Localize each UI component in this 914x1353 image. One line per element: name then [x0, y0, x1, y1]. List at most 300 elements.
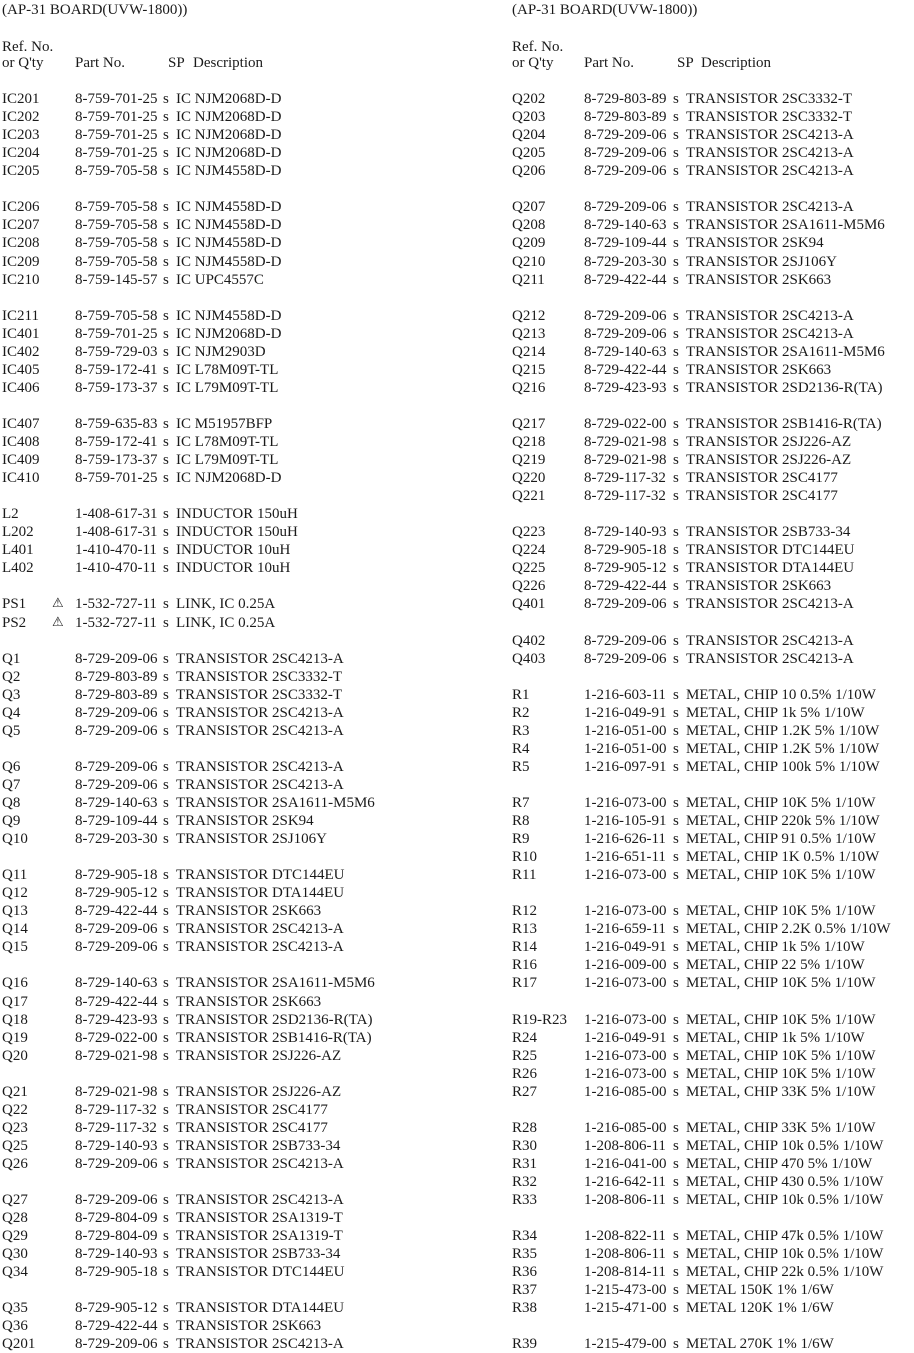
part-description: TRANSISTOR 2SK663	[686, 578, 832, 595]
sp-code: s	[673, 542, 679, 559]
part-number: 8-729-422-44	[75, 993, 158, 1010]
part-description: TRANSISTOR 2SA1611-M5M6	[176, 975, 375, 992]
column-header	[512, 38, 914, 74]
part-description: METAL, CHIP 10k 0.5% 1/10W	[686, 1137, 884, 1154]
ref-number: IC406	[2, 379, 40, 396]
ref-number: Q214	[512, 343, 546, 360]
part-number: 1-532-727-11	[75, 614, 157, 631]
part-description: IC NJM4558D-D	[176, 307, 282, 324]
sp-code: s	[163, 758, 169, 775]
part-description: IC NJM2068D-D	[176, 127, 282, 144]
sp-code: s	[673, 415, 679, 432]
part-description: TRANSISTOR 2SK663	[686, 271, 832, 288]
part-number: 8-729-803-89	[584, 91, 667, 107]
ref-number: R9	[512, 831, 530, 847]
part-number: 1-408-617-31	[75, 506, 158, 523]
ref-number: R2	[512, 704, 530, 721]
ref-number: L202	[2, 524, 34, 541]
part-description: METAL, CHIP 91 0.5% 1/10W	[686, 831, 876, 847]
part-number: 1-216-049-91	[584, 939, 667, 956]
ref-number: Q401	[512, 596, 546, 613]
part-description: TRANSISTOR 2SB1416-R(TA)	[176, 1029, 372, 1046]
ref-number: IC206	[2, 199, 40, 216]
part-description: METAL, CHIP 10K 5% 1/10W	[686, 903, 876, 920]
part-description: TRANSISTOR 2SC4213-A	[176, 939, 344, 956]
part-number: 8-729-140-63	[584, 343, 667, 360]
part-number: 1-215-479-00	[584, 1336, 667, 1353]
sp-code: s	[673, 939, 679, 956]
part-description: IC NJM4558D-D	[176, 163, 282, 180]
sp-code: s	[163, 1119, 169, 1136]
part-description: METAL, CHIP 10 0.5% 1/10W	[686, 686, 876, 703]
sp-code: s	[673, 524, 679, 541]
sp-code: s	[163, 993, 169, 1010]
ref-number: R10	[512, 849, 538, 866]
part-description: TRANSISTOR 2SJ226-AZ	[686, 452, 852, 468]
ref-number: Q36	[2, 1318, 28, 1335]
ref-number: Q23	[2, 1119, 28, 1136]
ref-number: R8	[512, 813, 530, 829]
ref-number: Q13	[2, 903, 28, 920]
part-description: TRANSISTOR DTC144EU	[176, 867, 345, 884]
part-number: 8-729-422-44	[75, 1318, 158, 1335]
part-description: METAL, CHIP 1k 5% 1/10W	[686, 704, 865, 721]
part-number: 8-729-209-06	[584, 127, 667, 144]
part-number: 8-729-905-18	[75, 867, 158, 884]
sp-code: s	[163, 524, 169, 541]
ref-number: Q205	[512, 145, 546, 162]
part-description: IC NJM4558D-D	[176, 199, 282, 216]
part-description: TRANSISTOR 2SC4213-A	[686, 596, 854, 613]
sp-code: s	[673, 379, 679, 396]
ref-number: R39	[512, 1336, 538, 1353]
ref-number: Q1	[2, 650, 21, 667]
sp-code: s	[673, 831, 679, 847]
sp-code: s	[163, 560, 169, 577]
part-number: 8-729-140-63	[75, 975, 158, 992]
part-number: 1-216-626-11	[584, 831, 666, 847]
header-qty: or Q'ty	[2, 55, 44, 71]
part-number: 8-729-905-18	[584, 542, 667, 559]
part-description: TRANSISTOR 2SB1416-R(TA)	[686, 415, 882, 432]
part-description: TRANSISTOR 2SC4213-A	[176, 650, 344, 667]
sp-code: s	[163, 686, 169, 703]
part-description: METAL, CHIP 10K 5% 1/10W	[686, 867, 876, 884]
part-number: 8-759-701-25	[75, 145, 158, 162]
sp-code: s	[673, 307, 679, 324]
ref-number: R35	[512, 1246, 538, 1263]
ref-number: Q34	[2, 1264, 28, 1281]
sp-code: s	[163, 1101, 169, 1118]
ref-number: R26	[512, 1065, 538, 1082]
sp-code: s	[673, 903, 679, 920]
board-title: (AP-31 BOARD(UVW-1800))	[512, 2, 698, 18]
ref-number: IC402	[2, 343, 40, 360]
ref-number: R5	[512, 758, 530, 775]
part-number: 1-215-471-00	[584, 1300, 667, 1317]
part-number: 8-729-209-06	[584, 596, 667, 613]
sp-code: s	[673, 1336, 679, 1353]
sp-code: s	[673, 361, 679, 378]
ref-number: R19-R23	[512, 1011, 568, 1028]
part-number: 8-729-117-32	[584, 488, 666, 505]
part-number: 1-208-822-11	[584, 1228, 666, 1245]
part-number: 8-759-173-37	[75, 452, 158, 468]
sp-code: s	[163, 668, 169, 685]
part-number: 1-216-049-91	[584, 704, 667, 721]
ref-number: R30	[512, 1137, 538, 1154]
ref-number: IC408	[2, 434, 40, 450]
part-number: 8-729-109-44	[75, 813, 158, 829]
sp-code: s	[163, 434, 169, 450]
sp-code: s	[673, 1011, 679, 1028]
part-number: 8-729-905-18	[75, 1264, 158, 1281]
part-description: INDUCTOR 10uH	[176, 560, 291, 577]
sp-code: s	[163, 885, 169, 902]
part-number: 1-208-814-11	[584, 1264, 666, 1281]
sp-code: s	[163, 506, 169, 523]
ref-number: R25	[512, 1047, 538, 1064]
sp-code: s	[673, 686, 679, 703]
part-description: TRANSISTOR 2SA1319-T	[176, 1228, 343, 1245]
header-sp: SP	[168, 55, 185, 71]
ref-number: Q4	[2, 704, 21, 721]
sp-code: s	[163, 813, 169, 829]
ref-number: Q18	[2, 1011, 28, 1028]
ref-number: Q209	[512, 235, 546, 252]
part-description: METAL, CHIP 1K 0.5% 1/10W	[686, 849, 880, 866]
ref-number: Q9	[2, 813, 21, 829]
part-description: METAL, CHIP 10k 0.5% 1/10W	[686, 1246, 884, 1263]
sp-code: s	[673, 253, 679, 270]
part-number: 8-729-117-32	[584, 470, 666, 487]
part-description: TRANSISTOR 2SC4213-A	[686, 199, 854, 216]
part-description: METAL, CHIP 10K 5% 1/10W	[686, 1047, 876, 1064]
part-number: 8-729-423-93	[584, 379, 667, 396]
ref-number: Q30	[2, 1246, 28, 1263]
part-number: 8-729-021-98	[584, 434, 667, 450]
part-description: TRANSISTOR 2SK94	[176, 813, 314, 829]
sp-code: s	[163, 307, 169, 324]
ref-number: L402	[2, 560, 34, 577]
part-description: LINK, IC 0.25A	[176, 596, 276, 613]
ref-number: L2	[2, 506, 19, 523]
sp-code: s	[673, 325, 679, 342]
part-number: 1-208-806-11	[584, 1137, 666, 1154]
ref-number: R16	[512, 957, 538, 974]
ref-number: IC410	[2, 470, 40, 487]
sp-code: s	[673, 217, 679, 234]
ref-number: Q27	[2, 1192, 28, 1208]
part-description: METAL, CHIP 2.2K 0.5% 1/10W	[686, 921, 891, 938]
part-number: 8-759-701-25	[75, 325, 158, 342]
part-number: 1-216-051-00	[584, 722, 667, 739]
ref-number: R14	[512, 939, 538, 956]
column-header	[2, 38, 422, 74]
part-description: TRANSISTOR 2SD2136-R(TA)	[176, 1011, 373, 1028]
ref-number: Q28	[2, 1210, 28, 1227]
sp-code: s	[163, 1029, 169, 1046]
part-description: METAL, CHIP 10K 5% 1/10W	[686, 794, 876, 811]
part-number: 1-532-727-11	[75, 596, 157, 613]
part-description: IC NJM2068D-D	[176, 325, 282, 342]
part-number: 8-729-209-06	[584, 325, 667, 342]
part-description: TRANSISTOR 2SC4177	[686, 488, 838, 505]
header-part-no: Part No.	[75, 55, 125, 71]
ref-number: Q206	[512, 163, 546, 180]
ref-number: IC203	[2, 127, 40, 144]
sp-code: s	[163, 343, 169, 360]
part-description: METAL 270K 1% 1/6W	[686, 1336, 834, 1353]
ref-number: Q5	[2, 722, 21, 739]
sp-code: s	[673, 975, 679, 992]
ref-number: Q20	[2, 1047, 28, 1064]
part-number: 8-729-021-98	[75, 1047, 158, 1064]
ref-number: L401	[2, 542, 34, 559]
part-description: IC NJM2903D	[176, 343, 266, 360]
sp-code: s	[163, 91, 169, 107]
part-description: TRANSISTOR 2SC4213-A	[686, 307, 854, 324]
part-number: 8-729-203-30	[584, 253, 667, 270]
part-number: 8-729-422-44	[75, 903, 158, 920]
part-description: TRANSISTOR 2SC3332-T	[686, 91, 852, 107]
part-description: TRANSISTOR 2SJ106Y	[686, 253, 838, 270]
board-title: (AP-31 BOARD(UVW-1800))	[2, 2, 188, 18]
sp-code: s	[673, 127, 679, 144]
ref-number: Q221	[512, 488, 546, 505]
sp-code: s	[673, 271, 679, 288]
sp-code: s	[673, 650, 679, 667]
part-number: 8-759-705-58	[75, 217, 158, 234]
sp-code: s	[673, 722, 679, 739]
part-description: TRANSISTOR 2SC3332-T	[686, 109, 852, 126]
part-number: 8-729-209-06	[75, 758, 158, 775]
sp-code: s	[163, 1083, 169, 1100]
ref-number: Q220	[512, 470, 546, 487]
part-number: 8-729-140-93	[75, 1246, 158, 1263]
part-number: 1-216-073-00	[584, 975, 667, 992]
ref-number: Q35	[2, 1300, 28, 1317]
sp-code: s	[673, 813, 679, 829]
sp-code: s	[673, 1300, 679, 1317]
safety-warning-icon: ⚠	[52, 613, 64, 629]
part-description: TRANSISTOR DTA144EU	[686, 560, 855, 577]
ref-number: R7	[512, 794, 530, 811]
part-number: 8-759-173-37	[75, 379, 158, 396]
ref-number: R28	[512, 1119, 538, 1136]
ref-number: Q10	[2, 831, 28, 847]
part-description: TRANSISTOR 2SA1319-T	[176, 1210, 343, 1227]
sp-code: s	[673, 704, 679, 721]
ref-number: Q202	[512, 91, 546, 107]
part-number: 1-216-659-11	[584, 921, 666, 938]
part-number: 1-216-073-00	[584, 794, 667, 811]
ref-number: R32	[512, 1174, 538, 1190]
part-description: TRANSISTOR 2SC4213-A	[176, 704, 344, 721]
sp-code: s	[163, 325, 169, 342]
sp-code: s	[163, 253, 169, 270]
part-number: 8-729-140-63	[584, 217, 667, 234]
part-description: TRANSISTOR 2SC4213-A	[176, 1192, 344, 1208]
part-number: 8-729-209-06	[75, 704, 158, 721]
part-description: TRANSISTOR 2SC4177	[176, 1119, 328, 1136]
sp-code: s	[163, 235, 169, 252]
part-number: 1-216-642-11	[584, 1174, 666, 1190]
ref-number: Q29	[2, 1228, 28, 1245]
part-description: IC L78M09T-TL	[176, 434, 279, 450]
sp-code: s	[673, 1029, 679, 1046]
ref-number: R17	[512, 975, 538, 992]
sp-code: s	[163, 271, 169, 288]
sp-code: s	[163, 975, 169, 992]
ref-number: R3	[512, 722, 530, 739]
part-description: METAL, CHIP 1.2K 5% 1/10W	[686, 740, 880, 757]
header-qty: or Q'ty	[512, 55, 554, 71]
part-number: 8-759-701-25	[75, 127, 158, 144]
sp-code: s	[163, 109, 169, 126]
ref-number: Q226	[512, 578, 546, 595]
sp-code: s	[673, 1137, 679, 1154]
part-number: 8-759-705-58	[75, 235, 158, 252]
sp-code: s	[163, 1264, 169, 1281]
part-number: 8-729-209-06	[75, 1192, 158, 1208]
part-number: 8-729-804-09	[75, 1210, 158, 1227]
part-description: TRANSISTOR 2SC4213-A	[176, 1336, 344, 1353]
part-description: METAL, CHIP 430 0.5% 1/10W	[686, 1174, 884, 1190]
ref-number: IC201	[2, 91, 40, 107]
ref-number: Q12	[2, 885, 28, 902]
part-number: 1-215-473-00	[584, 1282, 667, 1299]
ref-number: IC208	[2, 235, 40, 252]
part-description: METAL, CHIP 100k 5% 1/10W	[686, 758, 880, 775]
sp-code: s	[673, 235, 679, 252]
part-number: 8-729-905-12	[75, 885, 158, 902]
ref-number: R37	[512, 1282, 538, 1299]
part-description: METAL, CHIP 22k 0.5% 1/10W	[686, 1264, 884, 1281]
sp-code: s	[163, 542, 169, 559]
sp-code: s	[163, 379, 169, 396]
ref-number: IC202	[2, 109, 40, 126]
part-number: 8-729-022-00	[584, 415, 667, 432]
sp-code: s	[673, 163, 679, 180]
part-description: TRANSISTOR 2SC4213-A	[686, 163, 854, 180]
sp-code: s	[163, 127, 169, 144]
part-number: 8-729-209-06	[75, 776, 158, 793]
ref-number: Q11	[2, 867, 28, 884]
sp-code: s	[163, 145, 169, 162]
ref-number: Q201	[2, 1336, 36, 1353]
sp-code: s	[673, 1047, 679, 1064]
ref-number: Q224	[512, 542, 546, 559]
sp-code: s	[673, 452, 679, 468]
sp-code: s	[163, 867, 169, 884]
ref-number: R11	[512, 867, 537, 884]
part-description: METAL, CHIP 1k 5% 1/10W	[686, 939, 865, 956]
sp-code: s	[163, 361, 169, 378]
ref-number: Q21	[2, 1083, 28, 1100]
sp-code: s	[163, 939, 169, 956]
part-description: TRANSISTOR DTA144EU	[176, 885, 345, 902]
part-number: 8-729-209-06	[584, 145, 667, 162]
part-number: 1-216-085-00	[584, 1083, 667, 1100]
part-number: 8-759-172-41	[75, 434, 158, 450]
part-number: 8-729-209-06	[75, 939, 158, 956]
sp-code: s	[673, 867, 679, 884]
ref-number: R33	[512, 1192, 538, 1208]
part-description: TRANSISTOR DTA144EU	[176, 1300, 345, 1317]
part-description: TRANSISTOR DTC144EU	[176, 1264, 345, 1281]
part-number: 8-729-803-89	[75, 668, 158, 685]
part-number: 8-759-729-03	[75, 343, 158, 360]
ref-number: R13	[512, 921, 538, 938]
part-description: TRANSISTOR 2SC4213-A	[176, 722, 344, 739]
part-description: METAL, CHIP 22 5% 1/10W	[686, 957, 865, 974]
sp-code: s	[163, 831, 169, 847]
part-number: 8-759-172-41	[75, 361, 158, 378]
header-ref-no: Ref. No.	[2, 39, 54, 55]
part-number: 8-729-209-06	[584, 307, 667, 324]
ref-number: IC401	[2, 325, 40, 342]
part-number: 1-216-041-00	[584, 1155, 667, 1172]
part-description: IC NJM4558D-D	[176, 253, 282, 270]
sp-code: s	[163, 1246, 169, 1263]
ref-number: Q207	[512, 199, 546, 216]
part-description: INDUCTOR 150uH	[176, 506, 298, 523]
part-number: 1-410-470-11	[75, 560, 157, 577]
part-description: IC NJM4558D-D	[176, 217, 282, 234]
sp-code: s	[163, 1137, 169, 1154]
part-number: 8-729-422-44	[584, 271, 667, 288]
part-description: METAL, CHIP 1k 5% 1/10W	[686, 1029, 865, 1046]
ref-number: R12	[512, 903, 538, 920]
ref-number: Q16	[2, 975, 28, 992]
part-number: 8-759-705-58	[75, 163, 158, 180]
part-number: 8-759-145-57	[75, 271, 158, 288]
sp-code: s	[163, 470, 169, 487]
part-description: TRANSISTOR 2SK663	[176, 903, 322, 920]
part-number: 8-729-209-06	[75, 1336, 158, 1353]
ref-number: Q17	[2, 993, 28, 1010]
sp-code: s	[163, 217, 169, 234]
ref-number: R36	[512, 1264, 538, 1281]
part-description: METAL, CHIP 10k 0.5% 1/10W	[686, 1192, 884, 1208]
ref-number: Q26	[2, 1155, 28, 1172]
part-description: IC NJM2068D-D	[176, 91, 282, 107]
sp-code: s	[673, 1119, 679, 1136]
sp-code: s	[163, 704, 169, 721]
part-description: TRANSISTOR 2SC4213-A	[686, 145, 854, 162]
ref-number: Q3	[2, 686, 21, 703]
sp-code: s	[163, 1318, 169, 1335]
ref-number: R31	[512, 1155, 538, 1172]
part-description: METAL, CHIP 33K 5% 1/10W	[686, 1083, 876, 1100]
part-number: 8-759-635-83	[75, 415, 158, 432]
ref-number: Q6	[2, 758, 21, 775]
sp-code: s	[163, 452, 169, 468]
part-description: TRANSISTOR 2SK663	[176, 1318, 322, 1335]
ref-number: Q216	[512, 379, 546, 396]
part-description: IC M51957BFP	[176, 415, 273, 432]
part-description: TRANSISTOR 2SC4213-A	[176, 758, 344, 775]
sp-code: s	[163, 415, 169, 432]
part-number: 8-759-701-25	[75, 91, 158, 107]
sp-code: s	[163, 1192, 169, 1208]
part-number: 8-729-209-06	[584, 632, 667, 649]
ref-number: Q225	[512, 560, 546, 577]
sp-code: s	[673, 145, 679, 162]
part-number: 8-729-203-30	[75, 831, 158, 847]
ref-number: Q204	[512, 127, 546, 144]
